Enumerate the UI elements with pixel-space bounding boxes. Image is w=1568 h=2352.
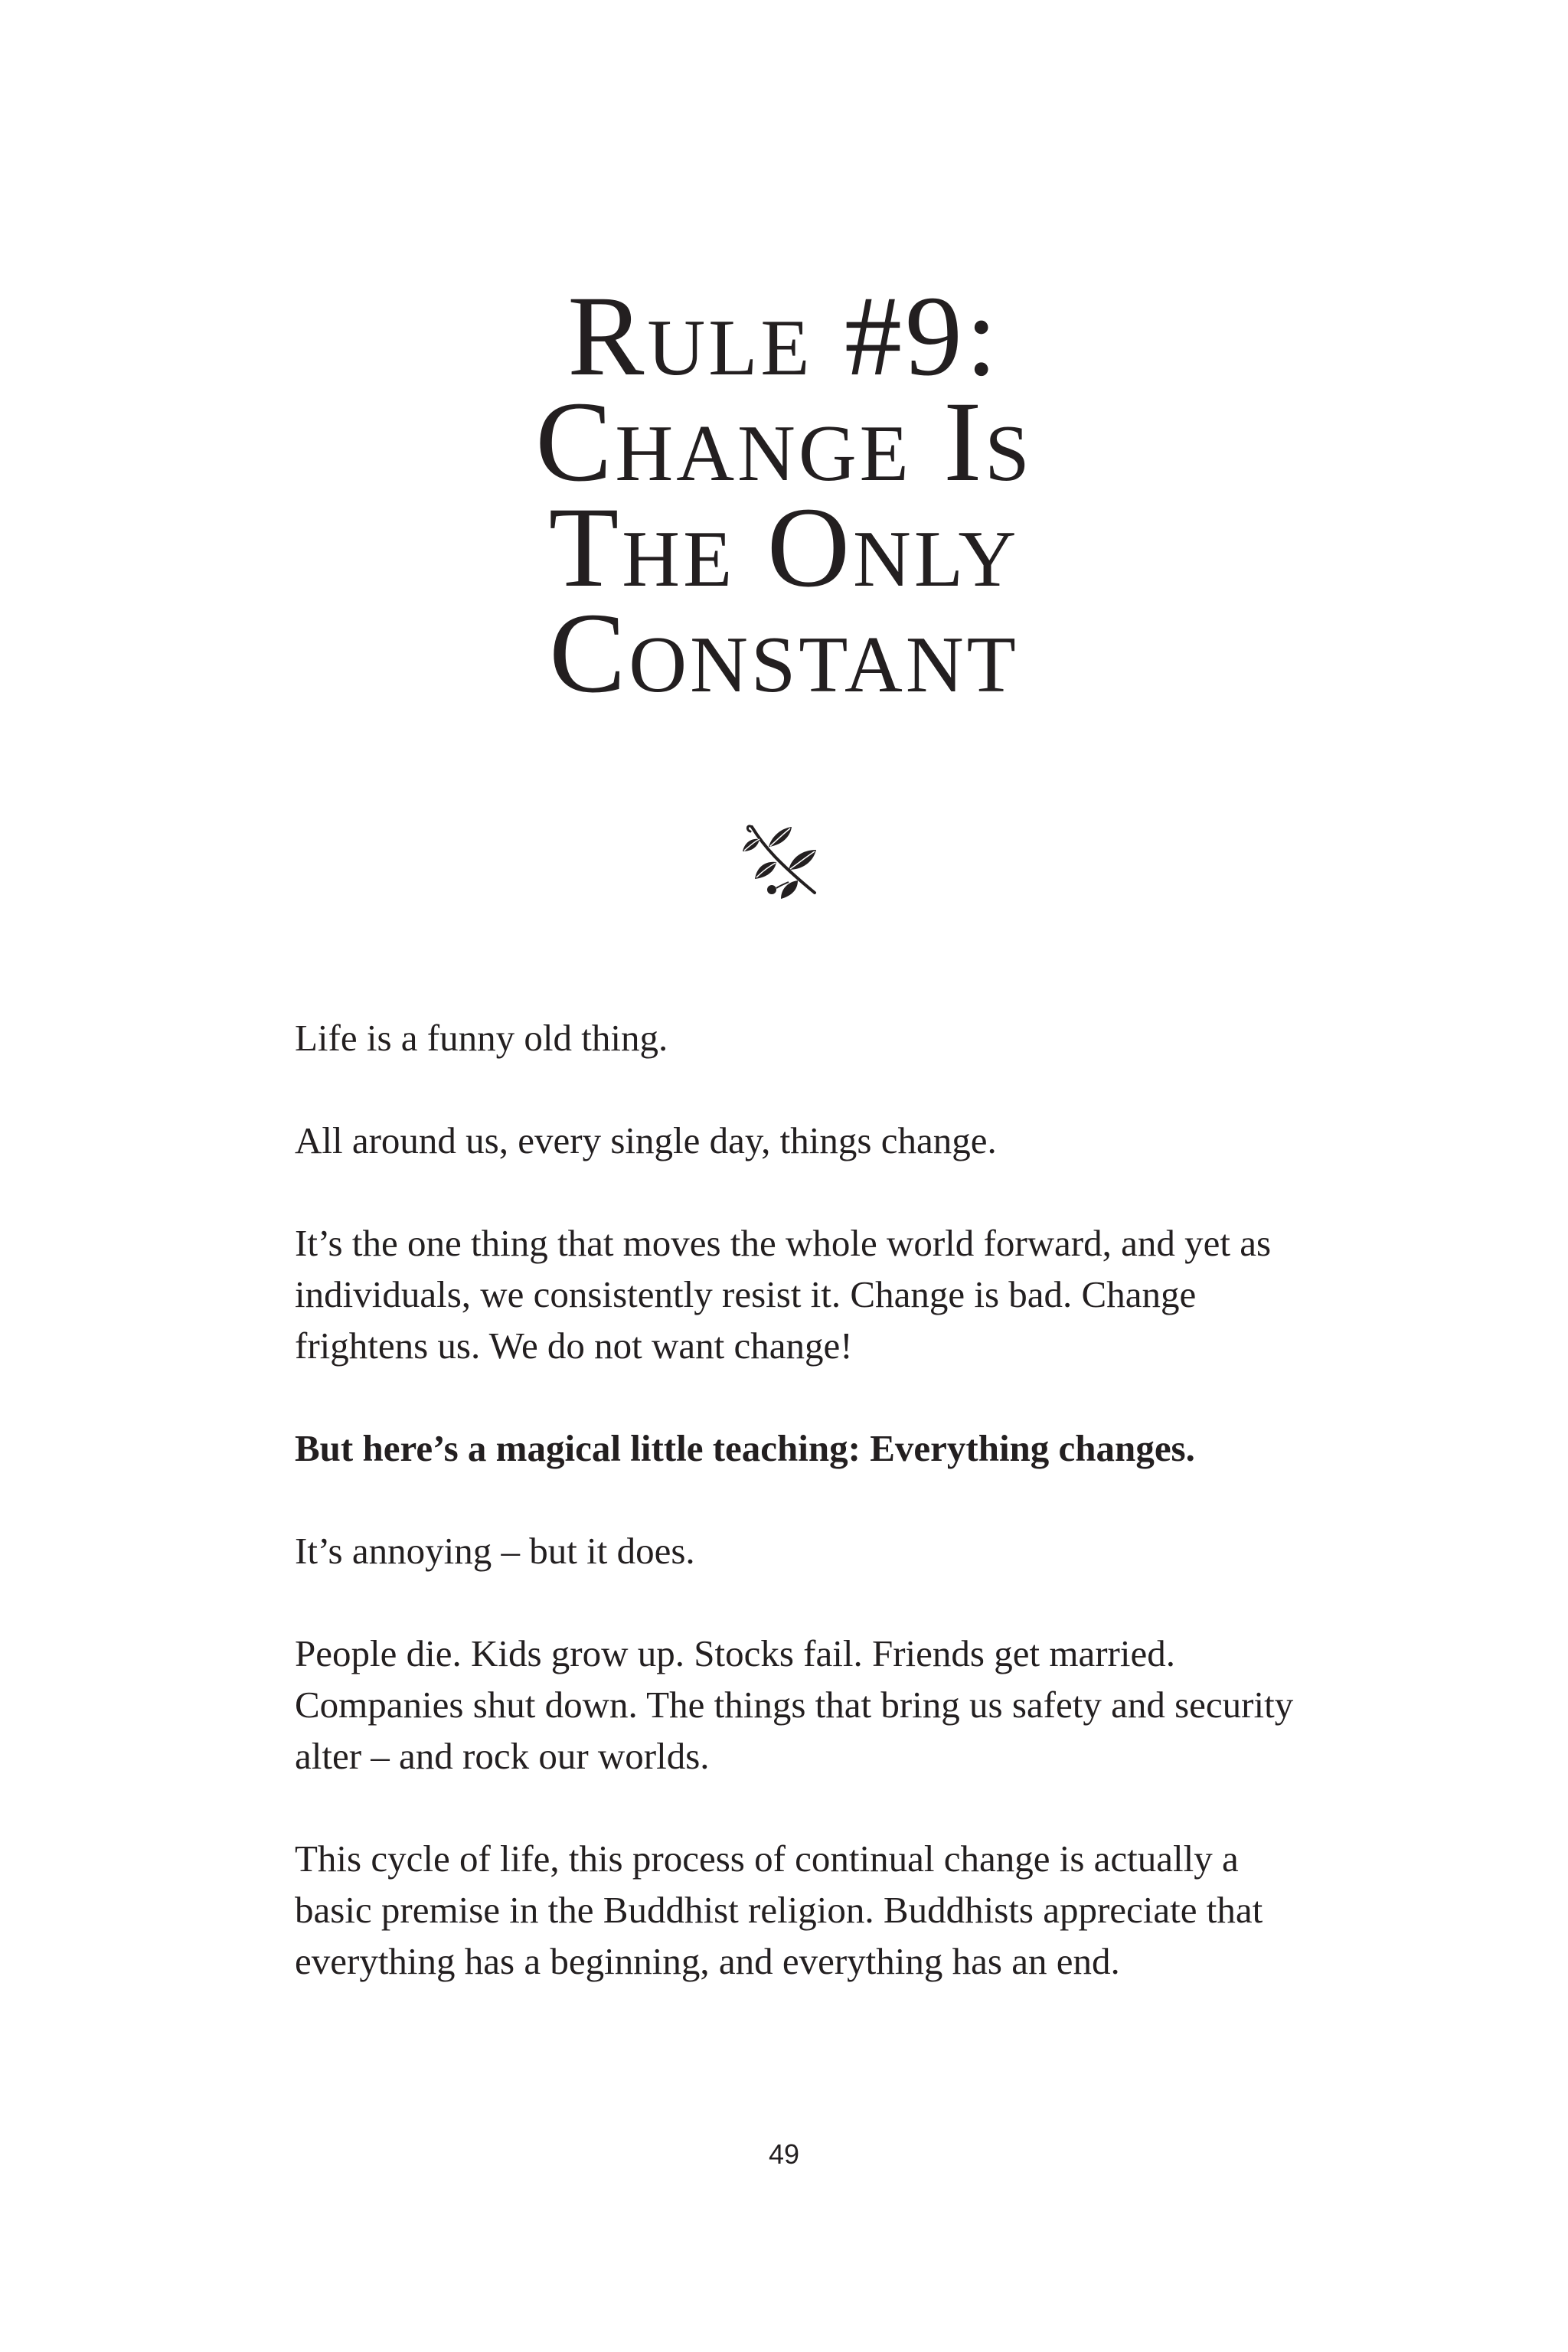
bold-paragraph: But here’s a magical little teaching: Everything changes. xyxy=(295,1427,1195,1469)
paragraph: People die. Kids grow up. Stocks fail. Friends get married. Companies shut down. The things that bring us safety and security alter – and rock our worlds. xyxy=(295,1632,1294,1777)
paragraph: This cycle of life, this process of continual change is actually a basic premise in the Buddhist religion. Buddhists appreciate that everything has a beginning, and everything has an end. xyxy=(295,1838,1263,1982)
paragraph: It’s the one thing that moves the whole world forward, and yet as individuals, we consistently resist it. Change is bad. Change frightens us. We do not want change! xyxy=(295,1222,1272,1367)
chapter-title-line: Change Is xyxy=(535,378,1033,505)
chapter-title xyxy=(0,273,1568,717)
chapter-title-line: Rule #9: xyxy=(567,273,1001,400)
paragraph: All around us, every single day, things change. xyxy=(295,1119,997,1161)
leaf-sprig-icon xyxy=(741,816,827,900)
chapter-title-line: Constant xyxy=(549,590,1019,717)
body-text xyxy=(295,1012,1313,2038)
page-number: 49 xyxy=(768,2138,800,2170)
chapter-title-line: The Only xyxy=(548,484,1020,611)
paragraph: It’s annoying – but it does. xyxy=(295,1530,695,1572)
paragraph: Life is a funny old thing. xyxy=(295,1017,668,1059)
